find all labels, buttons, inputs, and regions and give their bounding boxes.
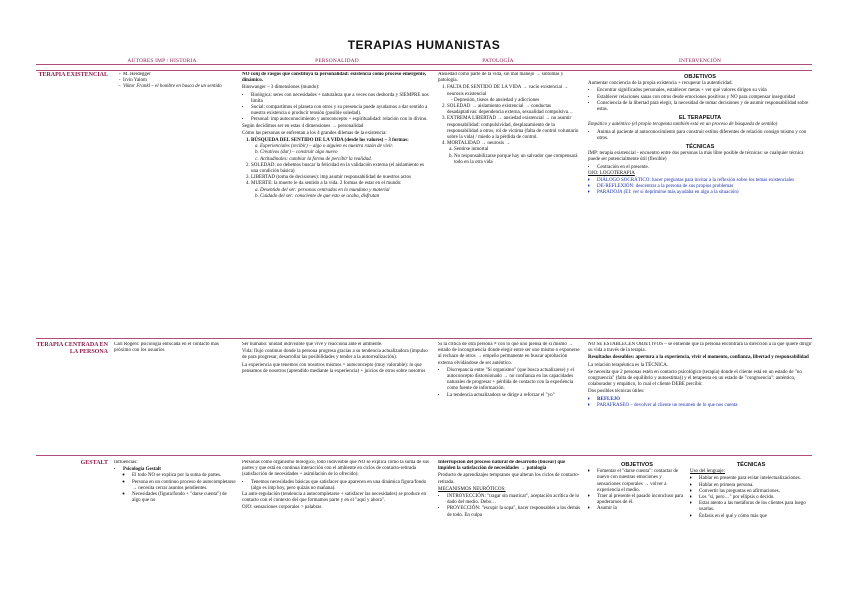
mecanismo-item: • INTROYECCIÓN: "tragar sin masticar", aceptación acrítica de lo dado del medio. Debo… xyxy=(447,494,582,506)
tecnica-item: ◦ Los "si, pero…" por ellipsis o decido. xyxy=(699,495,812,501)
tecnica-item: ◦ PARAFRASEO – devolver al cliente un resumen de lo que nos cuenta xyxy=(597,403,812,409)
patologia-p1: Interrupción del proceso natural de desarrollo (bucear) que impiden la satisfacción de necesidades → patología xyxy=(438,460,566,472)
column-header-personalidad: PERSONALIDAD xyxy=(315,58,359,64)
patologia-subitem: a. Sentirse inmortal xyxy=(454,147,582,153)
personalidad-p2: Vida: flujo continuo donde la persona progresa gracias a su tendencia actualizadora (impulso de para progresar, desarrollar las posibilidades y tender a la autorrealización). xyxy=(242,349,428,361)
column-header-patologia: PATOLOGÍA xyxy=(482,58,514,64)
patologia-item: 4. MORTALIDAD → neurosis → xyxy=(447,141,582,147)
patologia-subitem: b. No responsabilizarse porque hay un salvador que compensará todo en la otra vida xyxy=(454,154,582,166)
page-title: TERAPIAS HUMANISTAS xyxy=(347,38,501,52)
patologia-item: • Discrepancia entre "Sí organismo" (que busca actualizarse) y el autoconcepto distorsionado → no confianza en las capacidades naturales de progresar + pérdida de contacto con la experiencia como fuente de información. xyxy=(447,368,582,393)
intervencion-p3: La relación terapéutica es la TÉCNICA. xyxy=(588,362,669,368)
tecnicas-p: Uso del lenguaje: xyxy=(690,469,725,475)
terapeuta-heading: EL TERAPEUTA xyxy=(678,115,722,122)
objetivo-item: • Establecer relaciones sanas con otros desde emociones positivas y NO para compensar inseguridad xyxy=(597,95,812,101)
personalidad-item: • Tenemos necesidades básicas que satisfacer que aparecen en una dinámica figura/fondo (algo es imp hoy, pero quizás no mañana). xyxy=(251,480,432,492)
autor-item: - Viktor Frankl – el hombre en busca de un sentido xyxy=(123,84,236,90)
autores-centrada xyxy=(114,342,236,372)
logoterapia-heading: OJO: LOGOTERAPIA xyxy=(588,170,635,176)
personalidad-p3: OJO: sensaciones corporales > palabras xyxy=(242,505,322,511)
dimension-item: • Personal: imp autoconocimiento y autoconcepto + espiritualidad: relación con lo divino. xyxy=(251,117,432,123)
muerte-item: b. Cuidado del ser: consciente de que esto se acaba, disfrutan xyxy=(260,194,432,200)
intervencion-gestalt-objetivos xyxy=(588,460,686,594)
dimension-item: • Biológica: seres con necesidades + naturaleza que a veces nos desborda y SIEMPRE nos limita xyxy=(251,93,432,105)
patologia-subitem: - Depresión, tiseos de ansiedad y adicciones xyxy=(454,98,582,104)
tecnicas-heading: TÉCNICAS xyxy=(685,144,715,151)
terapeuta-p: Empático y auténtico (el propio terapeuta también está en un proceso de búsqueda de sentido) xyxy=(588,122,778,128)
tecnica-item: ◦ Énfasis en el qué y cómo más que xyxy=(699,514,812,520)
dilema-item: 2. SOLEDAD: no debemos buscar la felicidad en la validación externa (el aislamiento es una condición básica) xyxy=(251,163,432,175)
objetivo-item: ◦ Traer al presente el pasado inconcluso para apoderarnos de él. xyxy=(597,494,686,506)
intervencion-p4: Se necesita que 2 personas estén en contacto psicológico (terapia) donde el cliente está en un estado de "no congruencia" (falta de equilibrio y autoestima)) y el terapeuta en un estado de "congruencia": auténtico, colaborador y empático, lo cual el cliente DEBE percibir. xyxy=(588,369,802,388)
intervencion-gestalt-tecnicas xyxy=(690,460,812,594)
intervencion-existencial xyxy=(588,72,812,336)
logoterapia-item: ◦ DIÁLOGO SOCRÁTICO: hacer preguntas para invitar a la reflexión sobre los temas existenciales xyxy=(597,178,812,184)
influencia-subitem: ◦ Persona en un continuo proceso de autocompletarse → necesita cerrar asuntos pendientes. xyxy=(132,480,236,492)
influencia-item: • Psicología Gestalt xyxy=(123,467,236,473)
header-divider-top xyxy=(36,64,812,65)
personalidad-p2: Binswanger – 3 dimensiones (mundo): xyxy=(242,85,320,91)
tecnicas-heading: TÉCNICAS xyxy=(736,462,766,468)
header-divider-bottom xyxy=(36,70,812,71)
intervencion-p5: Dos posibles técnicas útiles: xyxy=(588,389,645,395)
personalidad-p2: La auto-regulación (tendencia a autocompletarse + satisfacer las necesidades) se produce en contacto con el contexto del que formamos parte y en el "aquí y ahora". xyxy=(242,492,426,504)
patologia-item: 3. EXTREMA LIBERTAD → ansiedad existencial → no asumir responsabilidad: compulsividad, desplazamiento de la responsabilidad a otros, rol de víctima (falta de control voluntario sobre la vida) / miedo a la pérdida de control. xyxy=(447,116,582,141)
influencia-subitem: ◦ El todo NO se explica por la suma de partes. xyxy=(132,473,236,479)
influencia-subitem: ◦ Necesidades (figura/fondo + "darse cuenta") de algo que no xyxy=(132,492,236,504)
row-label-centrada: TERAPIA CENTRADA EN LA PERSONA xyxy=(36,342,108,355)
personalidad-p1: NO conj de rasgos que constituya la personalidad: existencia como proceso emergente, dinámico. xyxy=(242,72,427,84)
tecnicas-p: IMP: terapia existencial - encuentro entre dos personas la más libre posible de técnicas: se cualquier técnica puede ser potencialmente útil (flexible) xyxy=(588,151,804,163)
autores-centrada-text: Carl Rogers: psicología enfocada en el contacto más próximo con los usuarios xyxy=(114,342,219,354)
muerte-item: a. Desentido del ser: personas centradas en lo mundano y material xyxy=(260,188,432,194)
objetivos-heading: OBJETIVOS xyxy=(620,462,654,468)
tecnica-item: ◦ REFLEJO xyxy=(597,397,812,403)
objetivo-item: • Consciencia de la libertad para elegir, la necesidad de tomar decisiones y de asumir responsabilidad sobre estas. xyxy=(597,101,812,113)
dilema-item: 3. LIBERTAD (toma de decisiones): imp asumir responsabilidad de nuestros actos xyxy=(251,175,432,181)
patologia-centrada xyxy=(438,342,582,452)
autores-gestalt-p1: Influencias: xyxy=(114,460,138,465)
autor-item: - Irvin Yalom xyxy=(123,78,236,84)
column-header-intervencion: INTERVENCIÓN xyxy=(678,58,722,64)
column-header-autores: AUTORES IMP / HISTORIA xyxy=(127,58,197,64)
autores-gestalt xyxy=(114,460,236,594)
patologia-existencial xyxy=(438,72,582,336)
intervencion-centrada xyxy=(588,342,812,452)
row-label-gestalt: GESTALT xyxy=(80,460,108,466)
tecnica-item: • Centración en el presente. xyxy=(597,165,812,171)
forma-item: a. Experienciales (recibir) – algo o alguien es nuestra razón de vivir. xyxy=(260,144,432,150)
objetivo-item: ◦ Asumir la xyxy=(597,506,686,512)
tecnica-item: ◦ Estar atento a las metáforas de los clientes para luego usarlas. xyxy=(699,501,812,513)
objetivo-item: • Encontrar significados personales, establecer metas + ver qué valores dirigen su vida xyxy=(597,88,812,94)
row-divider-1 xyxy=(36,338,812,339)
patologia-item: 2. SOLEDAD → aislamiento existencial → conductas desadaptativas: dependencia externa, sexualidad compulsiva… xyxy=(447,104,582,116)
objetivos-heading: OBJETIVOS xyxy=(683,74,717,80)
dilema-item: 4. MUERTE: la muerte le da sentido a la vida. 2 formas de estar en el mundo: xyxy=(251,181,432,187)
tecnica-item: ◦ Hablar en primera persona. xyxy=(699,483,812,489)
personalidad-centrada xyxy=(242,342,432,452)
patologia-p2: Producto de aprendizajes tempranos que alteran los ciclos de contacto-retirada. xyxy=(438,473,580,485)
patologia-p1: Ansiedad como parte de la vida, sin mal manejo → síntomas y patología. xyxy=(438,72,564,84)
autores-existencial xyxy=(114,72,236,132)
row-divider-2 xyxy=(36,455,812,456)
tecnica-item: ◦ Convertir las preguntas en afirmaciones. xyxy=(699,489,812,495)
tecnica-item: ◦ Hablar en presente para evitar intelectualizaciones. xyxy=(699,476,812,482)
row-label-existencial: TERAPIA EXISTENCIAL xyxy=(38,72,108,78)
patologia-gestalt xyxy=(438,460,582,594)
patologia-item: • La tendencia actualizadora se dirige a reforzar el "yo" xyxy=(447,393,582,399)
personalidad-existencial xyxy=(242,72,432,336)
mecanismos-heading: MECANISMOS NEURÓTICOS: xyxy=(438,486,506,492)
dimension-item: • Social: compartimos el planeta con otros y su presencia puede ayudarnos a dar sentido a nuestra existencia o producir tensión (posible soledad). xyxy=(251,105,432,117)
autor-item: - M. Heidegger xyxy=(123,72,236,78)
terapeuta-item: • Anima al paciente al autoconocimiento para construir estilos diferentes de relación consigo mismo y con otros. xyxy=(597,130,812,142)
patologia-item: 1. FALTA DE SENTIDO DE LA VIDA → vacío existencial → neurosis existencial xyxy=(447,85,582,97)
objetivos-p: Aumentar conciencia de la propia existencia + recuperar la autenticidad. xyxy=(588,81,733,87)
patologia-p1: Si la crítica de otra persona ≠ con lo que uno piensa de sí mismo → estado de incongruencia donde elegir entre ser uno mismo o exponerse al rechazo de otros → empeño permanente en buscar aprobación externa olvidándose de ser auténtico. xyxy=(438,342,580,366)
personalidad-p3: Según decidimos ser en estas 4 dimensiones → personalidad xyxy=(242,123,364,129)
forma-item: c. Actitudinales: cambiar la forma de percibir la realidad. xyxy=(260,157,432,163)
logoterapia-item: ◦ DE-REFLEXIÓN: descentrar a la persona de sus propios problemas xyxy=(597,184,812,190)
dilema-item: 1. BÚSQUEDA DEL SENTIDO DE LA VIDA (desde los valores) – 3 formas: xyxy=(251,138,432,144)
objetivo-item: ◦ Fomentar el "darse cuenta": contactar de nuevo con nuestras emociones y sensaciones corporales → volver a experiencia el medio. xyxy=(597,469,686,494)
intervencion-p2: Resultados deseables: apertura a la experiencia, vivir el momento, confianza, libertad y responsabilidad xyxy=(588,355,809,361)
personalidad-p4: Cómo las personas se enfrentan a los 4 grandes dilemas de la existencia: xyxy=(242,130,387,136)
personalidad-p1: Personas como organismo biológico, todo indivisible que NO se explica como la suma de sus partes y que está en continua interacción con el ambiente en ciclos de contacto-retirada (satisfacción de necesidades + asimilación de lo ofrecido). xyxy=(242,460,429,478)
logoterapia-item: ◦ PARADOJA (EI: ver si deprimirse más ayudaba en algo a la situación) xyxy=(597,190,812,196)
personalidad-gestalt xyxy=(242,460,432,594)
personalidad-p3: La experiencia que tenemos con nosotros mismos = autoconcepto (muy valorable): lo que pensamos de nosotros (aprendido mediante la experiencia) + juicios de otros sobre nosotros xyxy=(242,362,426,374)
mecanismo-item: • PROYECCIÓN: "escupir la sopa", hacer responsables a los demás de todo. En culpa xyxy=(447,506,582,518)
forma-item: b. Creativos (dar) – construir algo nuevo xyxy=(260,150,432,156)
personalidad-p1: Ser humano: unidad indivisible que vive y reacciona ante el ambiente. xyxy=(242,342,383,347)
intervencion-p1: NO SE ESTABLECEN OBJETIVOS – se entiende que la persona encontrará la dirección a la que quiere dirigir su vida a través de la terapia. xyxy=(588,342,812,354)
